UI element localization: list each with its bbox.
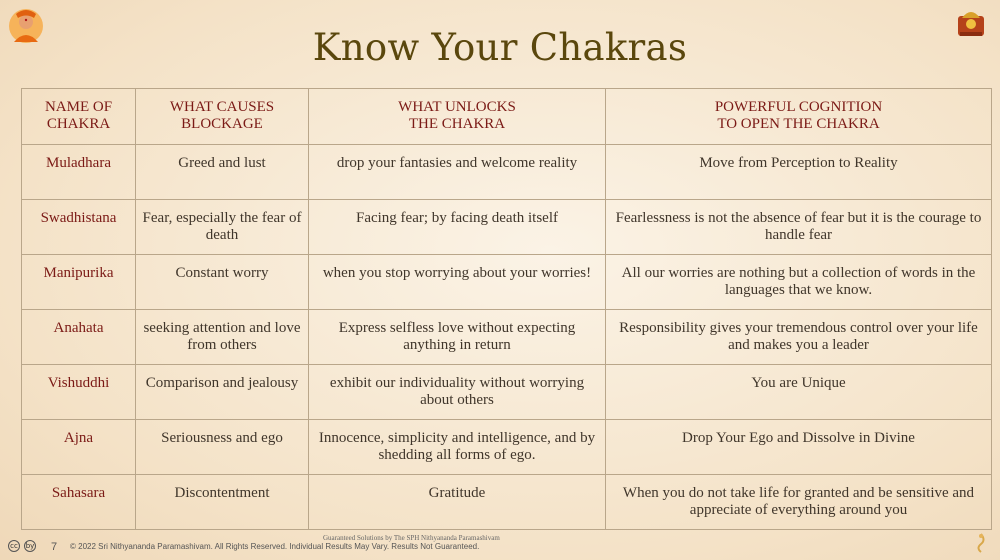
- cognition-text: Move from Perception to Reality: [606, 145, 992, 200]
- chakra-name: Vishuddhi: [22, 365, 136, 420]
- cognition-text: Responsibility gives your tremendous control over your life and makes you a leader: [606, 310, 992, 365]
- table-row: [22, 365, 992, 420]
- unlock-method: Gratitude: [309, 475, 606, 530]
- table-row: [22, 200, 992, 255]
- table-row: [22, 420, 992, 475]
- by-license-icon: by: [25, 542, 35, 550]
- table-row: [22, 255, 992, 310]
- chakra-table: [21, 88, 992, 530]
- header-name-of-chakra: NAME OF CHAKRA: [22, 89, 136, 145]
- table-row: [22, 475, 992, 530]
- copyright-notice: © 2022 Sri Nithyananda Paramashivam. All Rights Reserved. Individual Results May Vary. Results Not Guaranteed.: [70, 542, 480, 551]
- cognition-text: Fearlessness is not the absence of fear but it is the courage to handle fear: [606, 200, 992, 255]
- header-powerful-cognition: POWERFUL COGNITION TO OPEN THE CHAKRA: [606, 89, 992, 145]
- unlock-method: Express selfless love without expecting anything in return: [309, 310, 606, 365]
- blockage-cause: Greed and lust: [136, 145, 309, 200]
- unlock-method: drop your fantasies and welcome reality: [309, 145, 606, 200]
- table-header-row: [22, 89, 992, 145]
- unlock-method: when you stop worrying about your worries!: [309, 255, 606, 310]
- cognition-text: Drop Your Ego and Dissolve in Divine: [606, 420, 992, 475]
- license-icons: [8, 540, 36, 552]
- blockage-cause: Comparison and jealousy: [136, 365, 309, 420]
- footer-tagline: Guaranteed Solutions by The SPH Nithyananda Paramashivam: [323, 534, 500, 542]
- blockage-cause: Constant worry: [136, 255, 309, 310]
- cognition-text: All our worries are nothing but a collection of words in the languages that we know.: [606, 255, 992, 310]
- cc-license-icon: cc: [8, 540, 20, 552]
- chakra-name: Ajna: [22, 420, 136, 475]
- unlock-method: Facing fear; by facing death itself: [309, 200, 606, 255]
- chakra-name: Muladhara: [22, 145, 136, 200]
- chakra-name: Swadhistana: [22, 200, 136, 255]
- chakra-name: Anahata: [22, 310, 136, 365]
- header-what-unlocks: WHAT UNLOCKS THE CHAKRA: [309, 89, 606, 145]
- unlock-method: Innocence, simplicity and intelligence, and by shedding all forms of ego.: [309, 420, 606, 475]
- chakra-name: Manipurika: [22, 255, 136, 310]
- page-number: 7: [51, 541, 58, 553]
- header-what-causes-blockage: WHAT CAUSES BLOCKAGE: [136, 89, 309, 145]
- blockage-cause: seeking attention and love from others: [136, 310, 309, 365]
- blockage-cause: Discontentment: [136, 475, 309, 530]
- unlock-method: exhibit our individuality without worrying about others: [309, 365, 606, 420]
- brand-mark-icon: [970, 532, 992, 554]
- blockage-cause: Fear, especially the fear of death: [136, 200, 309, 255]
- page-title: Know Your Chakras: [312, 26, 688, 69]
- blockage-cause: Seriousness and ego: [136, 420, 309, 475]
- cognition-text: You are Unique: [606, 365, 992, 420]
- cognition-text: When you do not take life for granted and be sensitive and appreciate of everything around you: [606, 475, 992, 530]
- table-row: [22, 310, 992, 365]
- chakra-name: Sahasara: [22, 475, 136, 530]
- table-row: [22, 145, 992, 200]
